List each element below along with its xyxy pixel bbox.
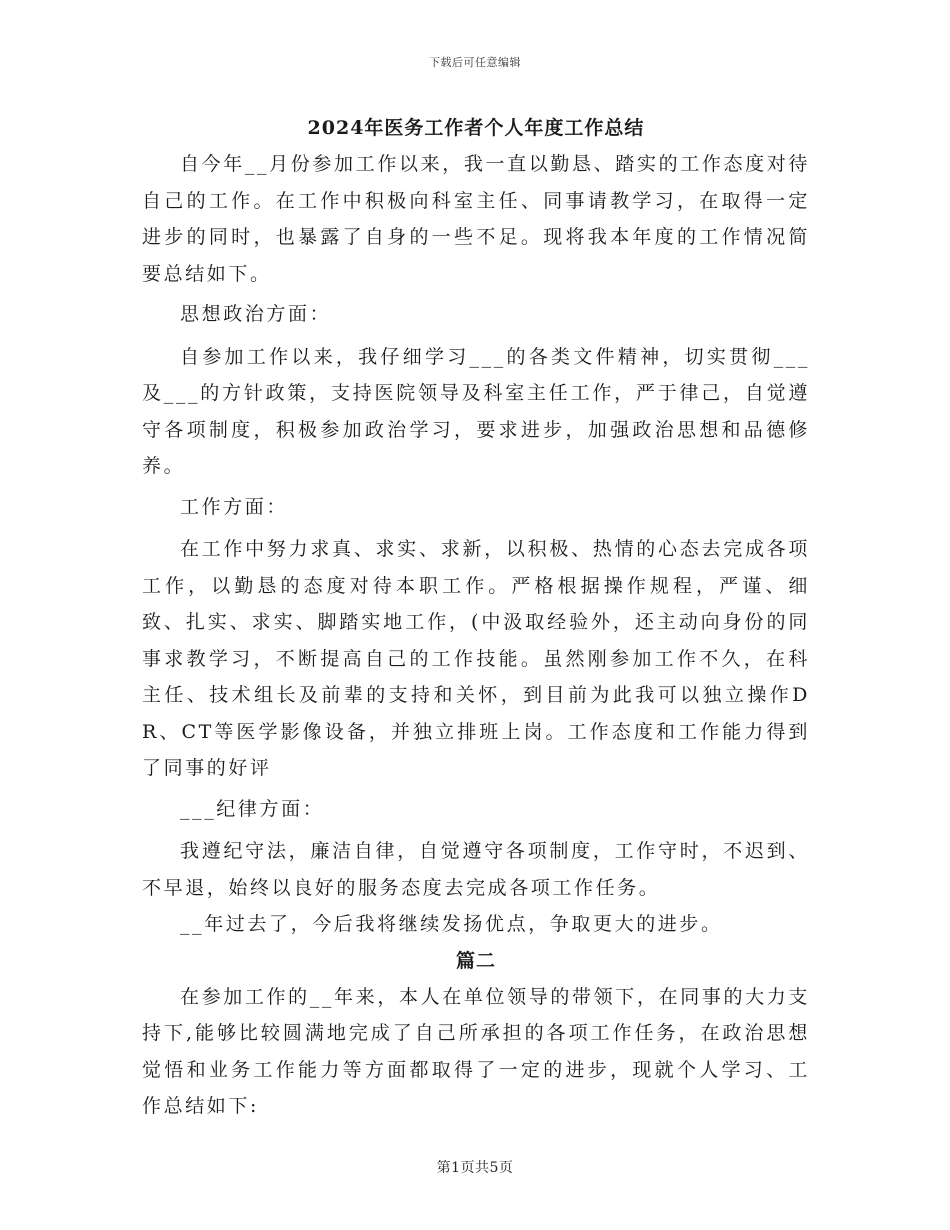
paragraph-part-two-intro: 在参加工作的__年来，本人在单位领导的带领下，在同事的大力支持下,能够比较圆满地完成了自己所承担的各项工作任务，在政治思想觉悟和业务工作能力等方面都取得了一定的进步，现就个人学习、工作总结如下:	[142, 985, 810, 1117]
section-heading-discipline: ___纪律方面：	[180, 797, 325, 820]
paragraph-political: 自参加工作以来，我仔细学习___的各类文件精神，切实贯彻___及___的方针政策，支持医院领导及科室主任工作，严于律己，自觉遵守各项制度，积极参加政治学习，要求进步，加强政治思想和品德修养。	[142, 345, 810, 477]
paragraph-intro: 自今年__月份参加工作以来，我一直以勤恳、踏实的工作态度对待自己的工作。在工作中积极向科室主任、同事请教学习，在取得一定进步的同时，也暴露了自身的一些不足。现将我本年度的工作情况简要总结如下。	[142, 153, 810, 285]
document-body	[142, 110, 810, 1125]
page-number: 第1页共5页	[436, 1160, 514, 1176]
paragraph-conclusion: __年过去了，今后我将继续发扬优点，争取更大的进步。	[180, 913, 723, 935]
header-note: 下载后可任意编辑	[429, 56, 521, 69]
paragraph-work: 在工作中努力求真、求实、求新，以积极、热情的心态去完成各项工作，以勤恳的态度对待本职工作。严格根据操作规程，严谨、细致、扎实、求实、脚踏实地工作，(中汲取经验外，还主动向身份的同事求教学习，不断提高自己的工作技能。虽然刚参加工作不久，在科主任、技术组长及前辈的支持和关怀，到目前为此我可以独立操作DR、CT等医学影像设备，并独立排班上岗。工作态度和工作能力得到了同事的好评	[142, 538, 810, 779]
paragraph-discipline: 我遵纪守法，廉洁自律，自觉遵守各项制度，工作守时，不迟到、不早退，始终以良好的服务态度去完成各项工作任务。	[142, 840, 810, 899]
section-heading-work: 工作方面：	[180, 495, 289, 518]
document-title: 2024年医务工作者个人年度工作总结	[307, 117, 645, 139]
section-title-part-two: 篇二	[455, 949, 496, 972]
section-heading-political: 思想政治方面：	[180, 303, 332, 325]
